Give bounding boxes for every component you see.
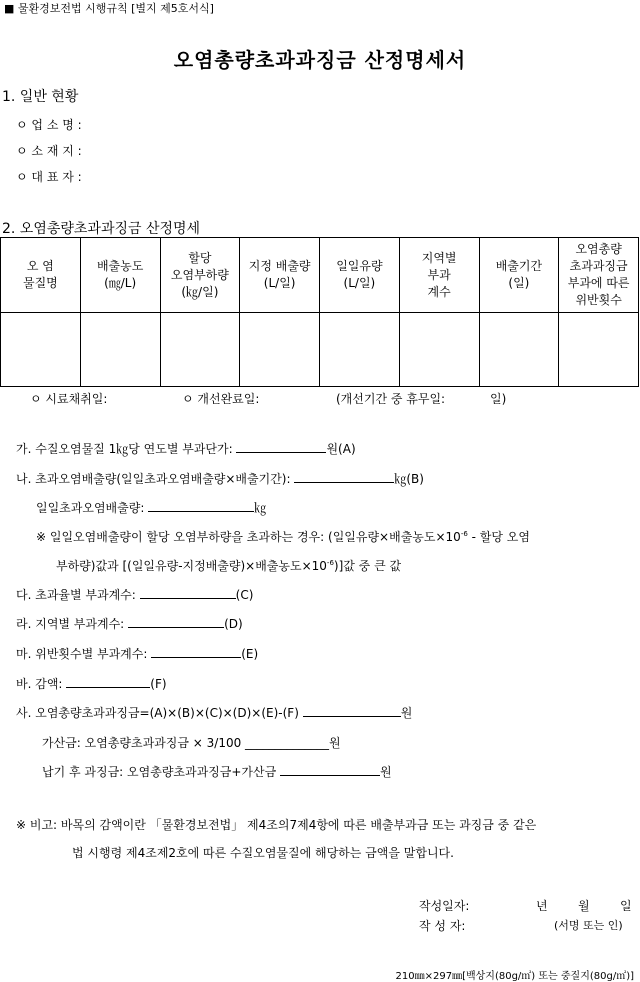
ra-label: 라. 지역별 부과계수: <box>16 617 125 631</box>
column-header-line: 할당 <box>188 250 212 265</box>
date-label: 작성일자: <box>419 899 470 913</box>
column-header-line: 오염총량 <box>575 242 622 256</box>
surcharge-line: 가산금: 오염총량초과과징금 × 3/100 ______________원 <box>42 736 341 750</box>
rest-days-close: 일) <box>490 392 507 406</box>
column-header-line: 오 염 <box>26 259 54 273</box>
column-header <box>160 238 240 313</box>
section2-title: 2. 오염총량초과과징금 산정명세 <box>2 221 201 237</box>
year-label: 년 <box>536 899 548 913</box>
column-header-line: 지역별 <box>421 250 457 265</box>
daily-blank[interactable] <box>148 499 254 512</box>
column-header <box>80 238 160 313</box>
da-blank[interactable] <box>140 586 236 599</box>
ba-blank[interactable] <box>66 675 150 688</box>
input-cell[interactable] <box>1 313 81 387</box>
ma-suffix: (E) <box>241 647 259 661</box>
da-label: 다. 초과율별 부과계수: <box>16 588 136 602</box>
column-header-line: 배출농도 <box>96 259 144 273</box>
column-header-line: 배출기간 <box>495 259 543 273</box>
writer-label: 작 성 자: <box>419 919 466 933</box>
column-header-line: 부과 <box>427 267 451 282</box>
after-suffix: 원 <box>380 765 392 779</box>
ba-label: 바. 감액: <box>16 677 63 691</box>
column-header-line: (㎏/일) <box>181 284 219 299</box>
ra-blank[interactable] <box>128 615 224 628</box>
ra-suffix: (D) <box>224 617 243 631</box>
sa-label: 사. 오염총량초과과징금=(A)×(B)×(C)×(D)×(E)-(F) <box>16 706 299 720</box>
form-header: ■ 물환경보전법 시행규칙 [별지 제5호서식] <box>4 2 214 15</box>
column-header-line: (㎎/L) <box>104 276 137 290</box>
note-line1: ※ 일일오염배출량이 할당 오염부하량을 초과하는 경우: (일일유량×배출농도×10 <box>36 530 461 544</box>
ba-suffix: (F) <box>150 677 167 691</box>
input-cell[interactable] <box>80 313 160 387</box>
input-cell[interactable] <box>320 313 400 387</box>
note-exp2: -6 <box>326 559 334 567</box>
ma-label: 마. 위반횟수별 부과계수: <box>16 647 148 661</box>
column-header-line: (L/일) <box>263 276 296 290</box>
da-suffix: (C) <box>235 588 254 602</box>
page-title: 오염총량초과과징금 산정명세서 <box>173 48 467 72</box>
signature-note: (서명 또는 인) <box>554 919 623 932</box>
column-header-line: 계수 <box>427 284 451 299</box>
section1-title: 1. 일반 현황 <box>2 89 79 105</box>
ga-label: 가. 수질오염물질 1㎏당 연도별 부과단가: <box>16 442 233 456</box>
address-label: ㅇ 소 재 지 : <box>16 144 82 158</box>
na-suffix: ㎏(B) <box>394 472 424 486</box>
column-header <box>479 238 559 313</box>
month-label: 월 <box>578 899 590 913</box>
ma-blank[interactable] <box>151 645 241 658</box>
column-header-line: 일일유량 <box>336 259 383 273</box>
note-line1-tail: - 할당 오염 <box>467 530 530 544</box>
representative-label: ㅇ 대 표 자 : <box>16 170 82 184</box>
day-label: 일 <box>620 899 632 913</box>
column-header-line: (일) <box>508 276 530 290</box>
calculation-table <box>0 237 639 387</box>
paper-spec: 210㎜×297㎜[백상지(80g/㎡) 또는 중질지(80g/㎡)] <box>395 971 634 982</box>
sa-blank[interactable] <box>303 704 401 717</box>
remark-line1: ※ 비고: 바목의 감액이란 「물환경보전법」 제4조의7제4항에 따른 배출부과금 또는 과징금 중 같은 <box>16 818 537 832</box>
sampling-date-label: ㅇ 시료채취일: <box>30 392 108 406</box>
ga-suffix: 원(A) <box>326 442 356 456</box>
column-header-line: 부과에 따른 <box>567 276 630 290</box>
company-name-label: ㅇ 업 소 명 : <box>16 118 82 132</box>
note-line2: 부하량)값과 [(일일유량-지정배출량)×배출농도×10 <box>56 559 327 573</box>
column-header-line: 초과과징금 <box>569 259 628 273</box>
column-header-line: 오염부하량 <box>170 267 229 282</box>
note-exp1: -6 <box>460 530 468 538</box>
remark-line2: 법 시행령 제4조제2호에 따른 수질오염물질에 해당하는 금액을 말합니다. <box>72 846 454 860</box>
input-cell[interactable] <box>399 313 479 387</box>
daily-label: 일일초과오염배출량: <box>36 501 145 515</box>
na-blank[interactable] <box>294 470 394 483</box>
na-label: 나. 초과오염배출량(일일초과오염배출량×배출기간): <box>16 472 291 486</box>
sa-suffix: 원 <box>400 706 413 720</box>
ga-blank[interactable] <box>236 440 326 453</box>
input-cell[interactable] <box>240 313 320 387</box>
column-header-line: 위반횟수 <box>575 293 622 307</box>
daily-suffix: ㎏ <box>254 501 267 515</box>
input-cell[interactable] <box>160 313 240 387</box>
column-header <box>320 238 400 313</box>
after-label: 납기 후 과징금: 오염총량초과과징금+가산금 <box>42 765 277 779</box>
column-header <box>240 238 320 313</box>
after-blank[interactable] <box>280 763 380 776</box>
rest-days-open: (개선기간 중 휴무일: <box>336 392 446 406</box>
input-cell[interactable] <box>559 313 639 387</box>
column-header-line: (L/일) <box>343 276 376 290</box>
column-header-line: 지정 배출량 <box>248 259 311 273</box>
column-header-line: 물질명 <box>22 276 58 290</box>
input-cell[interactable] <box>479 313 559 387</box>
column-header <box>559 238 639 313</box>
column-header <box>399 238 479 313</box>
column-header <box>1 238 81 313</box>
completion-date-label: ㅇ 개선완료일: <box>182 392 260 406</box>
note-line2-tail: )]값 중 큰 값 <box>333 559 402 573</box>
